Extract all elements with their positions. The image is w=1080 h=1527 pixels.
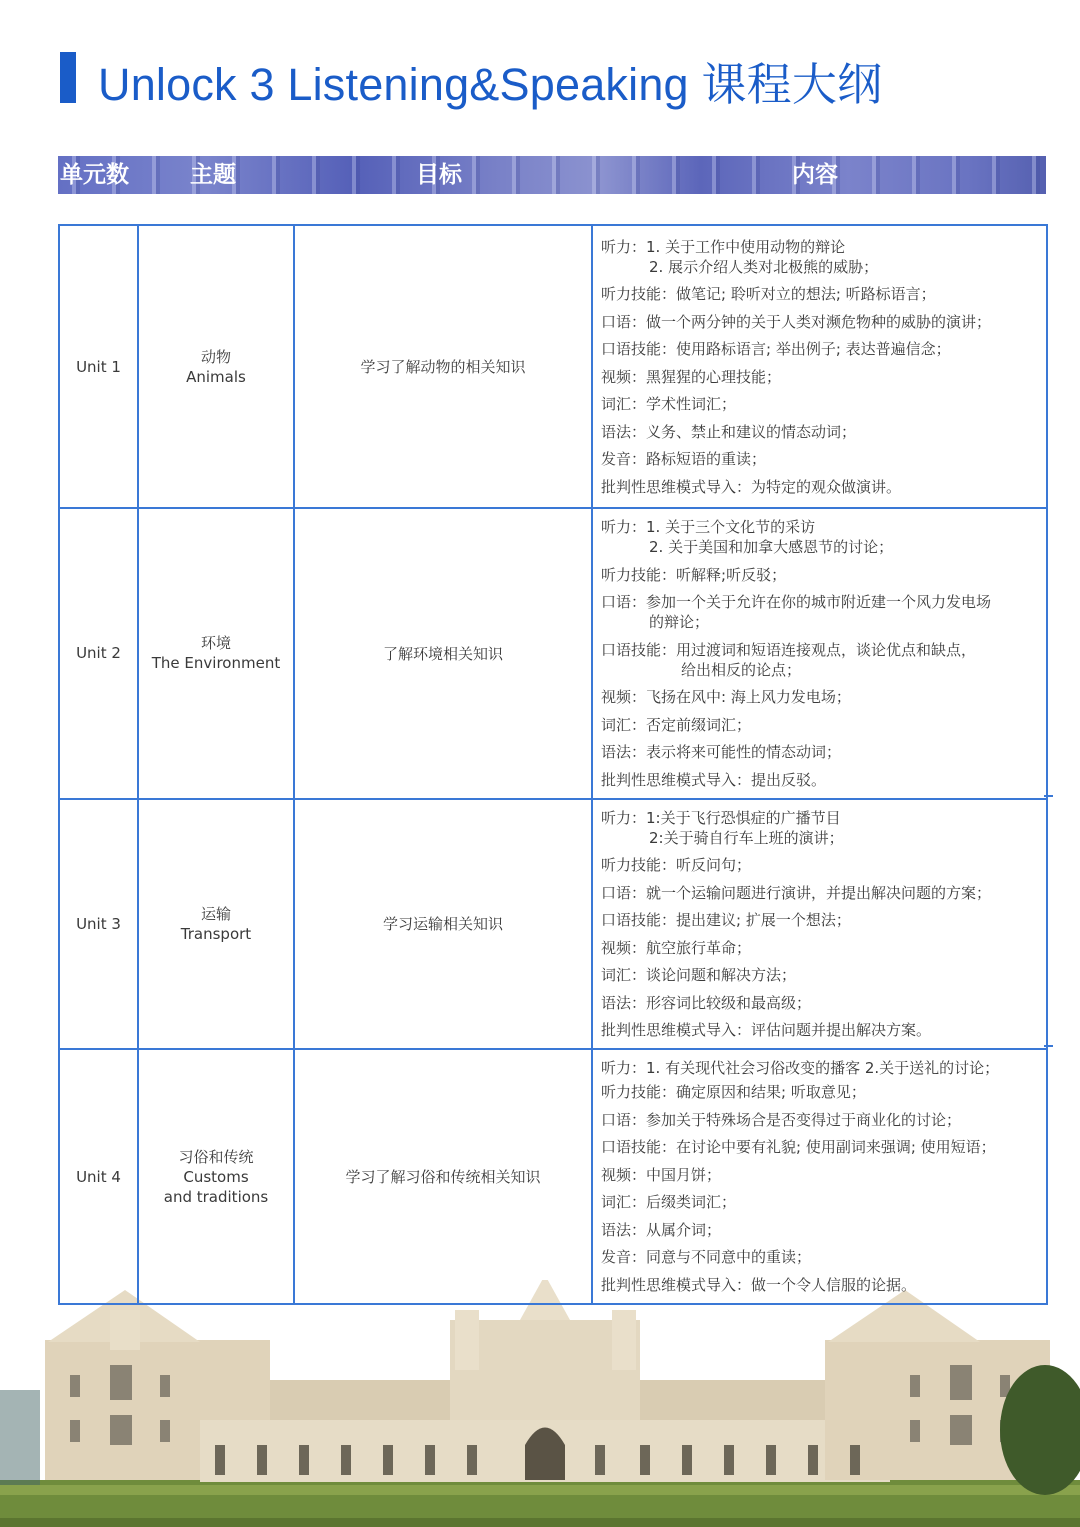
unit-cell: Unit 2 — [59, 508, 138, 799]
topic-en: Customs — [183, 1167, 249, 1186]
content-line-speaking-skills: 口语技能：用过渡词和短语连接观点，谈论优点和缺点， 给出相反的论点； — [601, 640, 977, 679]
content-line-speaking-skills: 口语技能：使用路标语言; 举出例子; 表达普遍信念； — [601, 340, 951, 358]
table-header-band — [58, 156, 1046, 194]
content-line-listening: 听力：1:关于飞行恐惧症的广播节目 2:关于骑自行车上班的演讲； — [601, 808, 844, 847]
content-line-grammar: 语法：表示将来可能性的情态动词； — [601, 743, 842, 761]
title-accent-bar — [60, 52, 76, 103]
content-line-vocabulary: 词汇：谈论问题和解决方法； — [601, 966, 797, 984]
header-topic: 主题 — [190, 162, 236, 188]
content-line-listening-skills: 听力技能：确定原因和结果; 听取意见； — [601, 1083, 866, 1102]
content-line-pronunciation: 发音：路标短语的重读； — [601, 450, 767, 468]
content-line-listening-skills: 听力技能：做笔记; 聆听对立的想法; 听路标语言； — [601, 285, 936, 303]
topic-cell — [138, 799, 294, 1050]
topic-cn: 动物 — [200, 347, 231, 366]
content-line-listening-skills: 听力技能：听反问句； — [601, 856, 752, 874]
content-cell — [592, 225, 1047, 508]
content-cell — [592, 1049, 1047, 1304]
table-row — [59, 508, 1047, 799]
topic-cn: 环境 — [200, 634, 231, 653]
goal-cell: 学习了解动物的相关知识 — [294, 225, 592, 508]
content-line-speaking: 口语：就一个运输问题进行演讲，并提出解决问题的方案； — [601, 883, 992, 902]
content-line-vocabulary: 词汇：后缀类词汇； — [601, 1193, 737, 1212]
header-unit-number: 单元数 — [60, 162, 129, 188]
content-line-video: 视频：中国月饼； — [601, 1165, 722, 1184]
goal-cell: 了解环境相关知识 — [294, 508, 592, 799]
content-line-critical-thinking: 批判性思维模式导入：提出反驳。 — [601, 770, 827, 789]
topic-en: The Environment — [151, 654, 281, 673]
content-line-vocabulary: 词汇：学术性词汇； — [601, 395, 737, 413]
topic-cell — [138, 508, 294, 799]
content-line-speaking: 口语：做一个两分钟的关于人类对濒危物种的威胁的演讲； — [601, 312, 992, 331]
table-row — [59, 225, 1047, 508]
table-row — [59, 1049, 1047, 1304]
topic-cell — [138, 1049, 294, 1304]
syllabus-table — [58, 224, 1048, 1305]
topic-en: Transport — [180, 924, 252, 943]
content-cell — [592, 799, 1047, 1050]
content-cell — [592, 508, 1047, 799]
topic-cn: 习俗和传统 — [178, 1147, 254, 1166]
topic-cell — [138, 225, 294, 508]
content-line-critical-thinking: 批判性思维模式导入：为特定的观众做演讲。 — [601, 477, 902, 496]
page-title: Unlock 3 Listening&Speaking 课程大纲 — [98, 59, 883, 110]
content-line-listening: 听力：1. 有关现代社会习俗改变的播客 2.关于送礼的讨论； — [601, 1059, 1000, 1078]
header-content: 内容 — [792, 162, 838, 188]
header-goal: 目标 — [416, 162, 462, 188]
content-line-speaking: 口语：参加一个关于允许在你的城市附近建一个风力发电场 的辩论； — [601, 593, 992, 631]
unit-cell: Unit 4 — [59, 1049, 138, 1304]
content-line-listening-skills: 听力技能：听解释;听反驳； — [601, 565, 787, 584]
topic-en-line2: and traditions — [163, 1187, 269, 1206]
content-line-critical-thinking: 批判性思维模式导入：评估问题并提出解决方案。 — [601, 1021, 932, 1039]
content-line-speaking: 口语：参加关于特殊场合是否变得过于商业化的讨论； — [601, 1110, 962, 1129]
content-line-listening: 听力：1. 关于三个文化节的采访 2. 关于美国和加拿大感恩节的讨论； — [601, 518, 894, 556]
content-line-grammar: 语法：从属介词； — [601, 1220, 722, 1239]
content-line-pronunciation: 发音：同意与不同意中的重读； — [601, 1248, 812, 1267]
topic-en: Animals — [186, 367, 246, 386]
table-row — [59, 799, 1047, 1050]
content-line-speaking-skills: 口语技能：提出建议; 扩展一个想法； — [601, 911, 851, 929]
goal-cell: 学习运输相关知识 — [294, 799, 592, 1050]
content-line-grammar: 语法：义务、禁止和建议的情态动词； — [601, 422, 857, 441]
content-line-speaking-skills: 口语技能：在讨论中要有礼貌; 使用副词来强调; 使用短语； — [601, 1138, 996, 1157]
college-building-image — [0, 1280, 1080, 1527]
unit-cell: Unit 3 — [59, 799, 138, 1050]
content-line-grammar: 语法：形容词比较级和最高级； — [601, 993, 812, 1012]
topic-cn: 运输 — [200, 904, 231, 923]
content-line-video: 视频：航空旅行革命； — [601, 938, 752, 957]
content-line-listening: 听力：1. 关于工作中使用动物的辩论 2. 展示介绍人类对北极熊的威胁； — [601, 237, 879, 276]
content-line-video: 视频：黑猩猩的心理技能； — [601, 367, 782, 386]
goal-cell: 学习了解习俗和传统相关知识 — [294, 1049, 592, 1304]
content-line-vocabulary: 词汇：否定前缀词汇； — [601, 715, 752, 734]
unit-cell: Unit 1 — [59, 225, 138, 508]
content-line-video: 视频：飞扬在风中: 海上风力发电场； — [601, 688, 851, 706]
content-line-critical-thinking: 批判性思维模式导入：做一个令人信服的论据。 — [601, 1275, 917, 1294]
